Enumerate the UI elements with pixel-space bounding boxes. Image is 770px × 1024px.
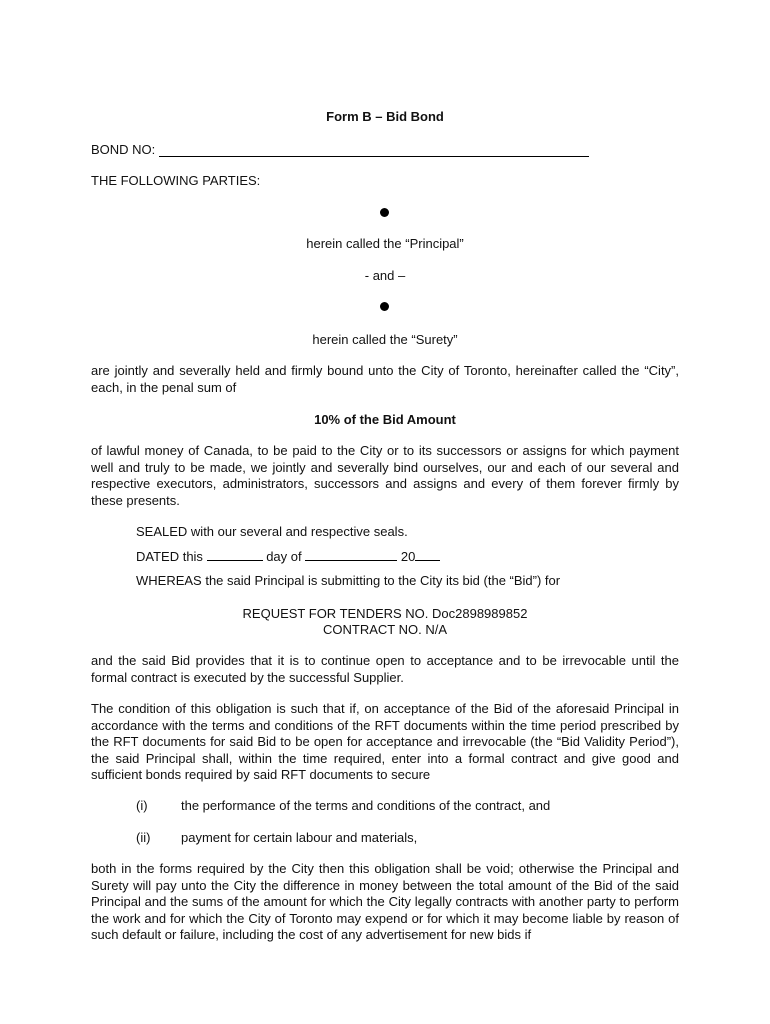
surety-label: herein called the “Surety” bbox=[312, 332, 458, 347]
principal-label: herein called the “Principal” bbox=[306, 236, 464, 251]
list-item-text: the performance of the terms and conditions of the contract, and bbox=[181, 798, 551, 813]
paragraph-lawful-money: of lawful money of Canada, to be paid to the City or to its successors or assigns for which payment well and truly to be made, we jointly and severally bind ourselves, our and each of our several and respective executors, administrators, successors and assigns and every of them forever firmly by these presents. bbox=[91, 443, 679, 508]
dated-line bbox=[136, 549, 696, 565]
principal-bullet-icon bbox=[380, 208, 389, 217]
rft-number: REQUEST FOR TENDERS NO. Doc2898989852 bbox=[242, 606, 528, 621]
dated-year-prefix: 20 bbox=[400, 549, 416, 564]
and-separator: - and – bbox=[364, 268, 406, 283]
paragraph-both-forms: both in the forms required by the City then this obligation shall be void; otherwise the Principal and Surety will pay unto the City the difference in money between the total amount of the Bid of the said Principal and the sums of the amount for which the City legally contracts with another party to perform the work and for which the City of Toronto may expend or for which it may become liable by reason of such default or failure, including the cost of any advertisement for new bids if bbox=[91, 861, 679, 942]
paragraph-condition: The condition of this obligation is such that if, on acceptance of the Bid of the aforesaid Principal in accordance with the terms and conditions of the RFT documents within the time period prescribed by the RFT documents for said Bid to be open for acceptance and irrevocable (the “Bid Validity Period”), the said Principal shall, within the time required, enter into a formal contract and give good and sufficient bonds required by said RFT documents to secure bbox=[91, 701, 679, 782]
paragraph-open-acceptance: and the said Bid provides that it is to continue open to acceptance and to be irrevocable until the formal contract is executed by the successful Supplier. bbox=[91, 653, 679, 685]
list-item-text: payment for certain labour and materials, bbox=[181, 830, 418, 845]
dated-day-of: day of bbox=[266, 549, 302, 564]
penal-sum: 10% of the Bid Amount bbox=[314, 412, 456, 427]
sealed-line: SEALED with our several and respective seals. bbox=[136, 524, 408, 539]
bond-no-label: BOND NO: bbox=[91, 142, 156, 157]
bond-no-field[interactable] bbox=[159, 156, 589, 157]
dated-day-field[interactable] bbox=[207, 560, 263, 561]
whereas-line: WHEREAS the said Principal is submitting to the City its bid (the “Bid”) for bbox=[136, 573, 561, 588]
contract-number: CONTRACT NO. N/A bbox=[323, 622, 447, 637]
dated-month-field[interactable] bbox=[305, 560, 397, 561]
list-item-number: (i) bbox=[136, 798, 148, 813]
form-title: Form B – Bid Bond bbox=[326, 109, 444, 124]
dated-year-field[interactable] bbox=[415, 560, 440, 561]
surety-bullet-icon bbox=[380, 302, 389, 311]
dated-prefix: DATED this bbox=[136, 549, 203, 564]
paragraph-bound: are jointly and severally held and firmly bound unto the City of Toronto, hereinafter called the “City”, each, in the penal sum of bbox=[91, 363, 679, 395]
list-item-number: (ii) bbox=[136, 830, 151, 845]
parties-label: THE FOLLOWING PARTIES: bbox=[91, 173, 261, 188]
